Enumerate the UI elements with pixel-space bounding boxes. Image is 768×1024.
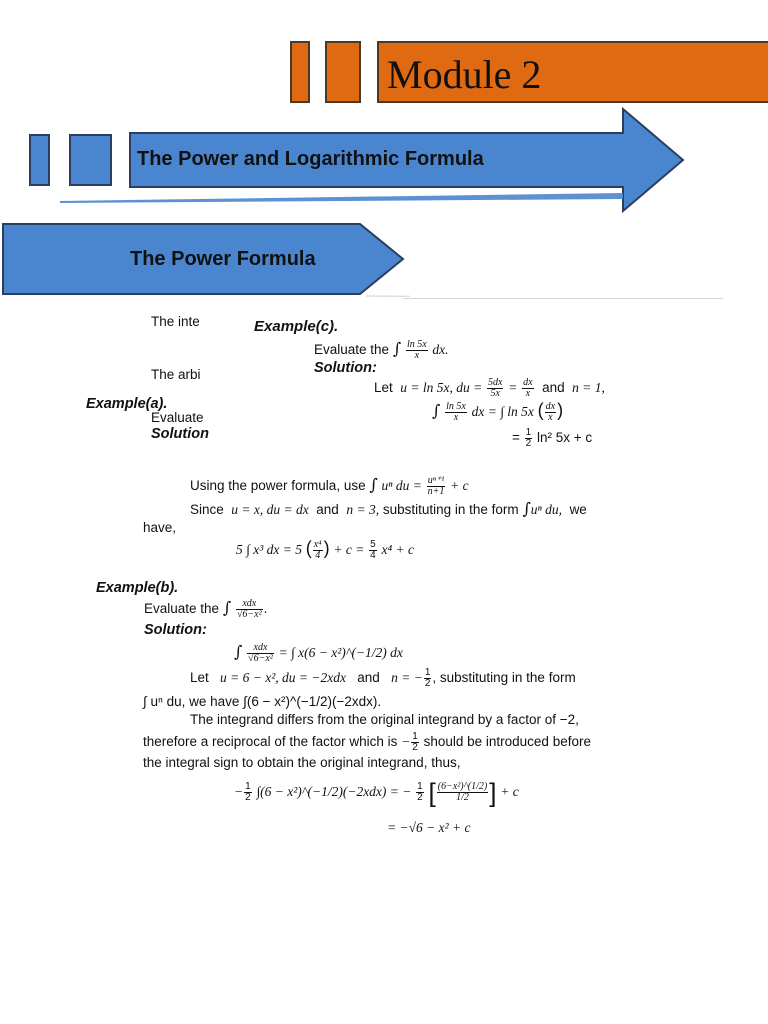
b-let-n-num: 1 [424,667,431,678]
final1-left: ∫(6 − x²)^(−1/2)(−2xdx) = − [256,784,412,800]
result-left: 5 ∫ x³ dx = 5 [236,542,302,558]
b-let-and: and [357,670,380,686]
eval-num: xdx [236,599,263,610]
example-b-p3: the integral sign to obtain the original integrand, thus, [143,755,461,770]
frac1-num: 5dx [488,377,503,388]
using-tail: + c [450,478,469,494]
final1-den: 1/2 [456,792,469,803]
since-tail: substituting in the form [382,502,519,517]
using-line: Using the power formula, use ∫ uⁿ du = $\frac{\text{uⁿ⁺¹}}{n+1}$ + c [190,475,469,497]
since-text: Since [190,502,224,517]
example-b-p1: The integrand differs from the original integrand by a factor of −2, [190,712,579,727]
result-frac-num: x⁴ [313,539,322,550]
evaluate-label: Evaluate the [314,342,390,358]
eval-den: √6−x² [236,609,262,620]
example-b-let [190,668,576,689]
let-expr: u = ln 5x, du = [400,380,483,396]
b-let-tail: , substituting in the form [432,670,576,686]
example-b-solution: Solution: [144,622,207,638]
result-tail: x⁴ + c [381,542,415,558]
since-form: uⁿ du, [530,502,563,517]
clipped-example-a: Example(a). [86,396,168,412]
frac1-den: 5x [490,388,500,399]
using-text: Using the power formula, use [190,478,366,494]
line3-eq: = [512,430,520,446]
blue-square-1 [29,134,50,186]
b-let-text: Let [190,670,209,686]
example-c-solution: Solution: [314,360,377,376]
example-c-line3 [512,428,592,449]
step1-num: xdx [247,643,274,654]
result-frac2-den: 4 [370,550,376,561]
line2-den: x [453,412,459,423]
line2-num: ln 5x [446,401,466,412]
orange-square-1 [290,41,310,103]
using-frac-num: uⁿ⁺¹ [427,475,445,486]
result-frac-den: 4 [315,550,321,561]
paren-num: dx [545,401,556,412]
line3-den: 2 [525,438,532,449]
result-line: 5 ∫ x³ dx = 5 ( $\frac{\text{x⁴}}{4}$ ) + c = $\frac{5}{4}$ x⁴ + c [236,538,415,561]
step1-den: √6−x² [248,653,273,664]
and-text: and [542,380,565,396]
using-frac-den: n+1 [427,486,445,497]
b-let-expr: u = 6 − x², du = −2xdx [220,670,347,686]
let-label: Let [374,380,393,396]
section-rule [403,298,723,299]
b-p2-tail: should be introduced before [423,734,591,750]
b-p2-num: 1 [412,731,418,742]
example-b-final2: = −√6 − x² + c [387,820,471,835]
frac2-den: x [525,388,531,399]
b-p2-den: 2 [412,742,418,753]
clipped-solution: Solution [151,426,209,442]
line3-rest: ln² 5x + c [536,430,593,446]
module-title-box [377,41,768,103]
n-expr: n = 1, [572,380,605,396]
since-expr1: u = x, du = dx [231,502,309,517]
example-b-evaluate-label: Evaluate the [144,601,220,617]
example-b-heading: Example(b). [96,580,179,596]
example-b-evaluate: Evaluate the ∫ $\frac{\text{xdx}}{\text{√6−x²}}$ . [144,598,268,620]
banner-title: The Power and Logarithmic Formula [137,148,484,170]
final1-tail: + c [500,784,519,800]
since-and: and [316,502,339,517]
clipped-line-1: The inte [151,314,200,329]
frac2-num: dx [523,377,533,388]
line3-num: 1 [525,427,532,438]
b-p2-text: therefore a reciprocal of the factor which is [143,734,398,750]
since-we: we [569,502,587,517]
using-expr: uⁿ du = [381,478,422,494]
since-line: Since u = x, du = dx and n = 3, substituting in the form ∫uⁿ du, we [190,499,587,518]
b-let-n: n = − [391,670,423,686]
example-b-form-line: ∫ uⁿ du, we have ∫(6 − x²)^(−1/2)(−2xdx). [143,694,382,709]
clipped-evaluate: Evaluate [151,410,204,425]
result-frac2-num: 5 [370,539,376,550]
section-title: The Power Formula [130,248,316,270]
result-mid: + c = [333,542,365,558]
since-expr2: n = 3, [346,502,380,517]
example-c-let-line: Let u = ln 5x, du = $\frac{5dx}{5x}$ = $\frac{dx}{x}$ and n = 1, [374,377,605,399]
have-line: have, [143,520,177,535]
line2-mid: dx = ∫ ln 5x [471,404,534,420]
example-c-evaluate: Evaluate the ∫ $\frac{\ln 5x}{x}$ dx. [314,339,449,361]
module-title: Module 2 [387,52,542,97]
orange-square-2 [325,41,361,103]
paren-den: x [548,412,553,423]
example-c-line2: ∫ $\frac{\ln 5x}{x}$ dx = ∫ ln 5x ( $\frac{dx}{x}$ ) [432,400,564,423]
example-c-heading: Example(c). [254,318,339,335]
example-b-final1: − $\frac{1}{2}$ ∫(6 − x²)^(−1/2)(−2xdx) = − $\frac{1}{2}$ [ $\frac{\text{(6−x²)\textasciicircum{}(1/2)}}{1/2}$ ] + c [234,777,519,808]
example-c-panel [230,308,750,454]
example-b-step1: ∫ $\frac{\text{xdx}}{\text{√6−x²}}$ = ∫ x(6 − x²)^(−1/2) dx [234,642,403,664]
b-let-n-den: 2 [424,678,431,689]
step1-rest: = ∫ x(6 − x²)^(−1/2) dx [278,645,403,661]
clipped-line-2: The arbi [151,367,201,382]
example-b-p2: therefore a reciprocal of the factor which is − $\frac{1}{2}$ should be introduced before [143,731,591,753]
final1-num: (6−x²)^(1/2) [437,781,488,792]
